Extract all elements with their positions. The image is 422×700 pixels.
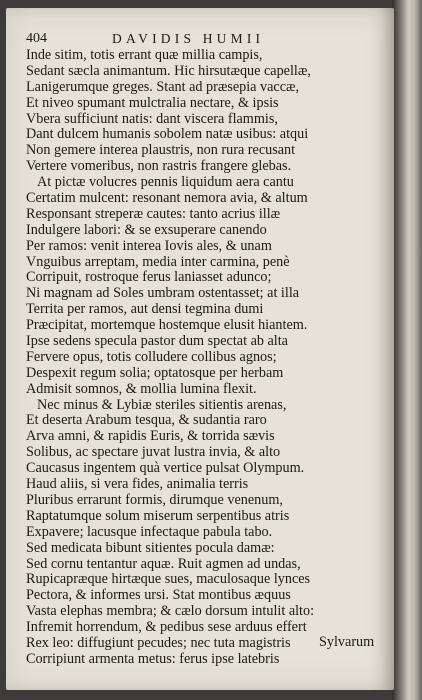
verse-line: Pluribus errarunt formis, dirumque venenum,: [26, 491, 283, 508]
verse-line: Rupicapræque hirtæque sues, maculosaque lynces: [26, 571, 311, 588]
page-number: 404: [26, 31, 47, 46]
verse-line: Inde sitim, totis errant quæ millia campis,: [26, 47, 263, 63]
verse-line: Caucasus ingentem quà vertice pulsat Olympum.: [26, 460, 305, 477]
verse-line: Expavere; lacusque infectaque pabula tabo.: [26, 523, 273, 540]
verse-line: Pectora, & informes ursi. Stat montibus æquus: [26, 587, 291, 604]
verse-text: [26, 48, 388, 668]
verse-line: Rex leo: diffugiunt pecudes; nec tuta magistris: [26, 634, 291, 651]
verse-line: Præcipitat, mortemque hostemque elusit hiantem.: [26, 317, 308, 334]
verse-line: Responsant streperæ cautes: tanto acrius illæ: [26, 205, 281, 222]
verse-line: At pictæ volucres pennis liquidum aera cantu: [37, 174, 294, 191]
verse-line: Vertere vomeribus, non rastris frangere glebas.: [26, 158, 292, 175]
verse-line: Sed cornu tentantur aquæ. Ruit agmen ad undas,: [26, 555, 301, 572]
verse-line: Corripuit, rostroque ferus laniasset adunco;: [26, 269, 272, 286]
verse-line: Despexit regum solia; optatosque per herbam: [26, 364, 284, 381]
verse-line: Vasta elephas membra; & cælo dorsum intulit alto:: [26, 603, 315, 620]
verse-line: Solibus, ac spectare juvat lustra invia, & alto: [26, 444, 281, 461]
verse-line: Per ramos: venit interea Iovis ales, & unam: [26, 237, 272, 254]
verse-line: Admisit somnos, & mollia lumina flexit.: [26, 380, 257, 397]
verse-line: Indulgere labori: & se exsuperare canendo: [26, 221, 267, 238]
book-spine: [392, 0, 422, 700]
verse-line: Haud aliis, si vera fides, animalia terris: [26, 476, 249, 493]
verse-line: Ni magnam ad Soles umbram ostentasset; at illa: [26, 285, 300, 302]
running-head: DAVIDIS HUMII: [112, 31, 265, 46]
verse-line: Arva amni, & rapidis Euris, & torrida sævis: [26, 428, 275, 445]
book-page: [6, 8, 394, 690]
verse-line: Certatim mulcent: resonant nemora avia, & altum: [26, 190, 308, 207]
verse-line: Et niveo spumant mulctralia nectare, & ipsis: [26, 94, 279, 111]
catchword: Sylvarum: [319, 634, 375, 650]
verse-line: Et deserta Arabum tesqua, & sudantia raro: [26, 412, 267, 429]
verse-line: Corripiunt armenta metus: ferus ipse latebris: [26, 650, 280, 667]
verse-line: Raptatumque solum miserum serpentibus atris: [26, 507, 290, 524]
verse-line: Non gemere interea plaustris, non rura recusant: [26, 142, 296, 159]
verse-line: Infremit horrendum, & pedibus sese arduus effert: [26, 619, 307, 636]
verse-line: Vnguibus arreptam, media inter carmina, penè: [26, 253, 290, 270]
verse-line: Nec minus & Lybiæ steriles sitientis arenas,: [37, 396, 287, 413]
verse-line: Lanigerumque greges. Stant ad præsepia vaccæ,: [26, 78, 300, 95]
verse-line: Ipse sedens specula pastor dum spectat ab alta: [26, 333, 288, 350]
verse-line: Fervere opus, totis colludere collibus agnos;: [26, 348, 277, 365]
verse-line: Dant dulcem humanis sobolem natæ usibus: atqui: [26, 126, 309, 143]
verse-line: Sedant sæcla animantum. Hic hirsutæque capellæ,: [26, 62, 311, 79]
verse-line: Territa per ramos, aut densi tegmina dumi: [26, 301, 264, 318]
verse-line: Vbera sufficiunt natis: dant viscera flammis,: [26, 110, 278, 127]
page-header: [26, 30, 376, 48]
verse-line: Sed medicata bibunt sitientes pocula damæ:: [26, 539, 275, 556]
